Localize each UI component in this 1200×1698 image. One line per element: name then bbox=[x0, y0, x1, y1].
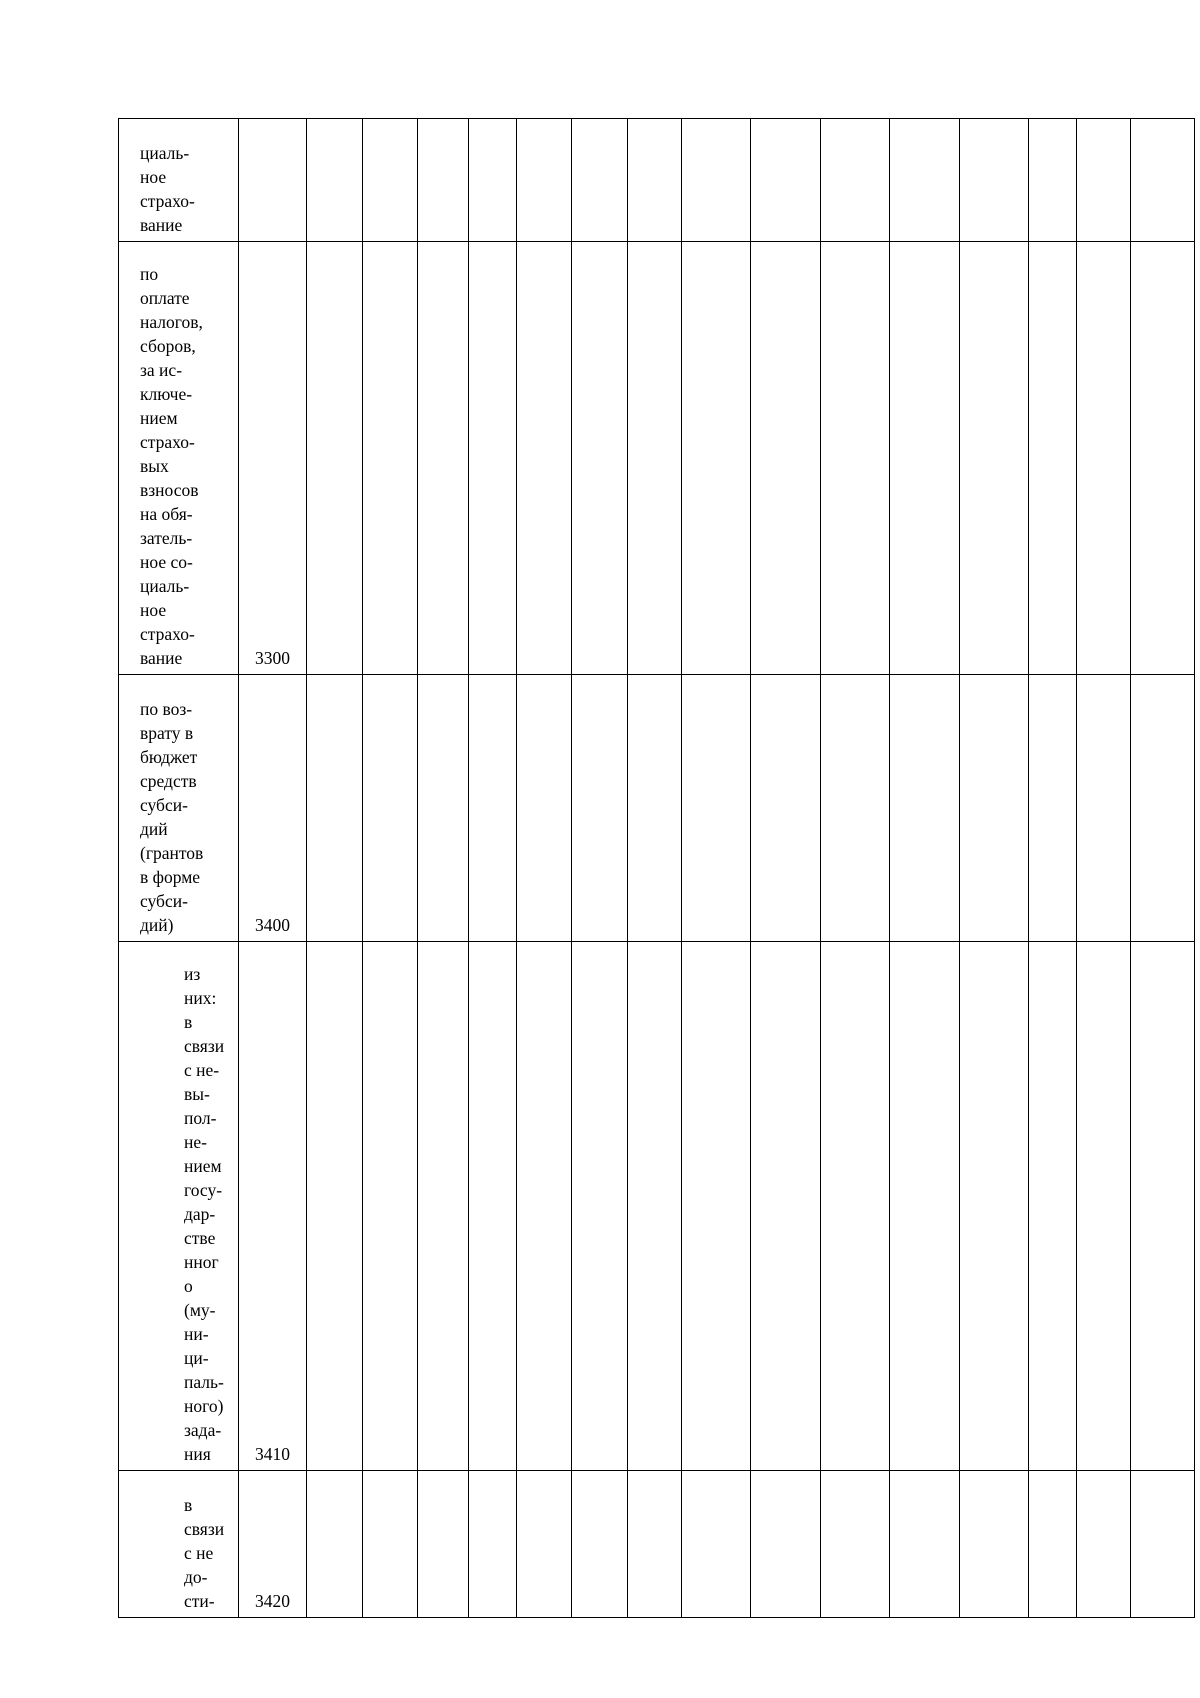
value-cell bbox=[1077, 242, 1131, 675]
value-cell bbox=[572, 242, 628, 675]
value-cell bbox=[517, 942, 572, 1471]
row-label-cell bbox=[119, 242, 239, 675]
value-cell bbox=[628, 1471, 682, 1618]
row-code: 3400 bbox=[239, 675, 307, 942]
row-label: циаль- ное страхо- вание bbox=[140, 143, 195, 235]
value-cell bbox=[307, 942, 363, 1471]
value-cell bbox=[682, 119, 751, 242]
value-cell bbox=[751, 119, 821, 242]
value-cell bbox=[1029, 242, 1077, 675]
value-cell bbox=[960, 242, 1029, 675]
value-cell bbox=[1029, 1471, 1077, 1618]
value-cell bbox=[960, 675, 1029, 942]
value-cell bbox=[628, 675, 682, 942]
value-cell bbox=[1131, 942, 1195, 1471]
value-cell bbox=[307, 1471, 363, 1618]
value-cell bbox=[469, 119, 517, 242]
value-cell bbox=[517, 675, 572, 942]
value-cell bbox=[890, 242, 960, 675]
table-row bbox=[119, 1471, 1195, 1618]
value-cell bbox=[751, 1471, 821, 1618]
value-cell bbox=[363, 242, 418, 675]
value-cell bbox=[572, 675, 628, 942]
value-cell bbox=[960, 942, 1029, 1471]
row-label-cell bbox=[119, 675, 239, 942]
value-cell bbox=[1131, 675, 1195, 942]
value-cell bbox=[307, 242, 363, 675]
table-body bbox=[119, 119, 1195, 1618]
value-cell bbox=[821, 675, 890, 942]
value-cell bbox=[1029, 675, 1077, 942]
value-cell bbox=[418, 242, 469, 675]
value-cell bbox=[682, 675, 751, 942]
value-cell bbox=[418, 675, 469, 942]
value-cell bbox=[628, 942, 682, 1471]
value-cell bbox=[517, 242, 572, 675]
value-cell bbox=[1029, 942, 1077, 1471]
value-cell bbox=[418, 1471, 469, 1618]
report-table bbox=[118, 118, 1195, 1618]
row-label-cell bbox=[119, 119, 239, 242]
value-cell bbox=[890, 675, 960, 942]
value-cell bbox=[572, 119, 628, 242]
value-cell bbox=[821, 942, 890, 1471]
row-code: 3420 bbox=[239, 1471, 307, 1618]
value-cell bbox=[751, 675, 821, 942]
value-cell bbox=[418, 119, 469, 242]
value-cell bbox=[890, 119, 960, 242]
value-cell bbox=[469, 242, 517, 675]
table-row bbox=[119, 242, 1195, 675]
value-cell bbox=[469, 942, 517, 1471]
value-cell bbox=[890, 942, 960, 1471]
value-cell bbox=[418, 942, 469, 1471]
value-cell bbox=[751, 242, 821, 675]
value-cell bbox=[1077, 1471, 1131, 1618]
row-label-cell bbox=[119, 1471, 239, 1618]
value-cell bbox=[1131, 119, 1195, 242]
value-cell bbox=[682, 242, 751, 675]
table-row bbox=[119, 675, 1195, 942]
row-label: по воз- врату в бюджет средств субси- дий (грантов в форме субси- дий) bbox=[140, 699, 204, 935]
value-cell bbox=[517, 1471, 572, 1618]
row-label: из них: в связи с не- вы- пол- не- нием госу- дар- стве нног о (му- ни- ци- паль- ного) зада- ния bbox=[184, 964, 225, 1464]
value-cell bbox=[307, 675, 363, 942]
value-cell bbox=[821, 242, 890, 675]
row-label: по оплате налогов, сборов, за ис- ключе- нием страхо- вых взносов на обя- затель- ное со- циаль- ное страхо- вание bbox=[140, 264, 203, 668]
value-cell bbox=[517, 119, 572, 242]
value-cell bbox=[469, 675, 517, 942]
value-cell bbox=[751, 942, 821, 1471]
value-cell bbox=[363, 119, 418, 242]
row-label: в связи с не до- сти- bbox=[184, 1495, 225, 1611]
value-cell bbox=[682, 942, 751, 1471]
value-cell bbox=[1131, 1471, 1195, 1618]
value-cell bbox=[960, 1471, 1029, 1618]
value-cell bbox=[1077, 675, 1131, 942]
value-cell bbox=[682, 1471, 751, 1618]
row-label-cell bbox=[119, 942, 239, 1471]
value-cell bbox=[469, 1471, 517, 1618]
value-cell bbox=[1029, 119, 1077, 242]
value-cell bbox=[307, 119, 363, 242]
row-code: 3410 bbox=[239, 942, 307, 1471]
value-cell bbox=[572, 1471, 628, 1618]
row-code bbox=[239, 119, 307, 242]
value-cell bbox=[363, 942, 418, 1471]
value-cell bbox=[363, 675, 418, 942]
value-cell bbox=[572, 942, 628, 1471]
value-cell bbox=[628, 119, 682, 242]
value-cell bbox=[890, 1471, 960, 1618]
value-cell bbox=[1077, 119, 1131, 242]
value-cell bbox=[821, 1471, 890, 1618]
value-cell bbox=[960, 119, 1029, 242]
table-row bbox=[119, 942, 1195, 1471]
row-code: 3300 bbox=[239, 242, 307, 675]
value-cell bbox=[1077, 942, 1131, 1471]
value-cell bbox=[628, 242, 682, 675]
table-row bbox=[119, 119, 1195, 242]
value-cell bbox=[363, 1471, 418, 1618]
value-cell bbox=[1131, 242, 1195, 675]
value-cell bbox=[821, 119, 890, 242]
